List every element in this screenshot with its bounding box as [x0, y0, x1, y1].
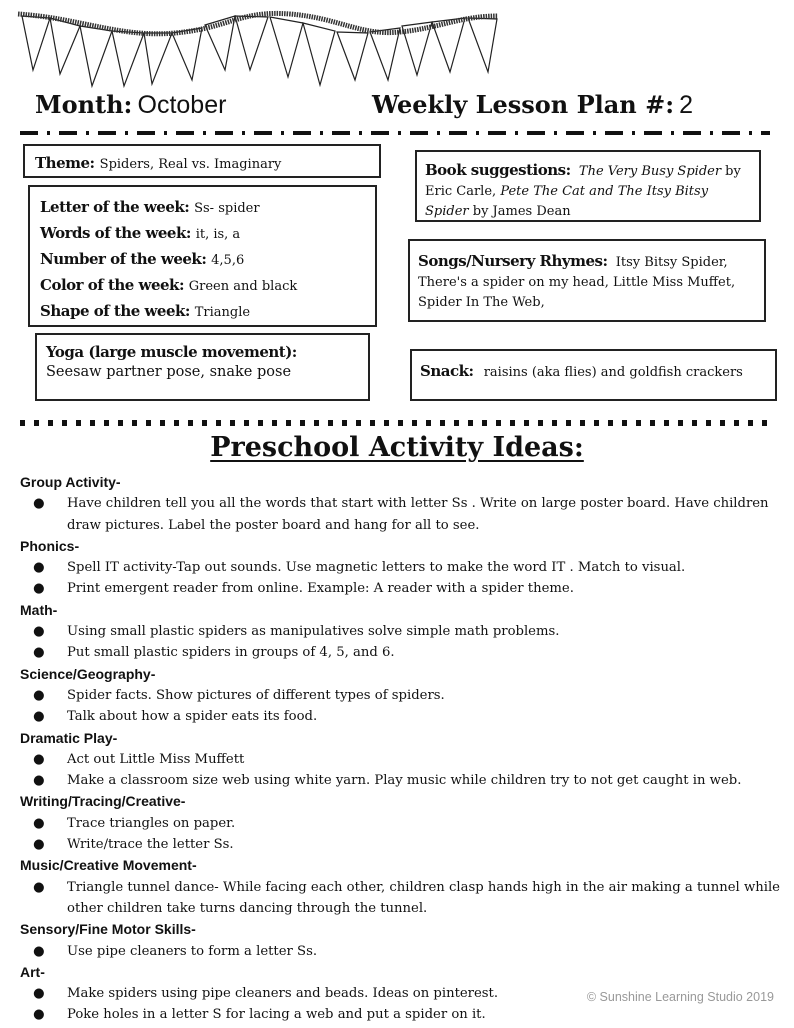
list-item	[20, 493, 790, 536]
section-heading: Art-	[20, 963, 45, 980]
bullet-icon: ●	[33, 1007, 45, 1023]
list-item	[20, 877, 790, 920]
section-heading: Phonics-	[20, 537, 80, 554]
list-item	[20, 685, 790, 706]
section-heading: Group Activity-	[20, 474, 121, 490]
bullet-icon: ●	[33, 560, 45, 576]
week-words: Words of the week: it, is, a	[40, 224, 241, 242]
bullet-icon: ●	[33, 837, 45, 853]
list-item	[20, 621, 790, 642]
list-item	[20, 834, 790, 855]
dotted-divider	[20, 420, 776, 426]
list-item-text: Spider facts. Show pictures of different types of spiders.	[67, 687, 445, 703]
list-item-text: Make a classroom size web using white yarn. Play music while children try to not get caught in web.	[67, 773, 742, 789]
list-item-text: Using small plastic spiders as manipulatives solve simple math problems.	[67, 624, 560, 640]
bullet-icon: ●	[33, 624, 45, 640]
bullet-icon: ●	[33, 751, 45, 767]
activity-list	[20, 472, 790, 1026]
bullet-icon: ●	[33, 986, 45, 1002]
list-item	[20, 770, 790, 791]
list-item-text: Make spiders using pipe cleaners and beads. Ideas on pinterest.	[67, 986, 499, 1002]
list-item-text: Triangle tunnel dance- While facing each other, children clasp hands high in the air making a tunnel while other children take turns dancing through the tunnel.	[67, 879, 780, 916]
list-item	[20, 941, 790, 962]
list-item	[20, 578, 790, 599]
bullet-icon: ●	[33, 879, 45, 895]
list-item-text: Trace triangles on paper.	[67, 815, 236, 831]
list-item-text: Talk about how a spider eats its food.	[67, 709, 318, 725]
yoga-box: Yoga (large muscle movement): Seesaw partner pose, snake pose	[35, 333, 370, 401]
bullet-icon: ●	[33, 581, 45, 597]
list-item-text: Spell IT activity-Tap out sounds. Use magnetic letters to make the word IT . Match to visual.	[67, 560, 686, 576]
list-item-text: Poke holes in a letter S for lacing a web and put a spider on it.	[67, 1007, 486, 1023]
list-item	[20, 749, 790, 770]
list-item-text: Print emergent reader from online. Example: A reader with a spider theme.	[67, 581, 574, 597]
list-item-text: Have children tell you all the words that start with letter Ss . Write on large poster board. Have children draw pictures. Label the poster board and hang for all to see.	[67, 496, 769, 533]
list-item	[20, 1004, 790, 1025]
bullet-icon: ●	[33, 709, 45, 725]
list-item-text: Put small plastic spiders in groups of 4, 5, and 6.	[67, 645, 395, 661]
bullet-icon: ●	[33, 645, 45, 661]
section-heading: Sensory/Fine Motor Skills-	[20, 921, 196, 938]
bullet-icon: ●	[33, 687, 45, 703]
list-item	[20, 813, 790, 834]
week-letter: Letter of the week: Ss- spider	[40, 198, 260, 216]
section-heading: Dramatic Play-	[20, 729, 118, 746]
week-box	[28, 185, 377, 327]
bullet-icon: ●	[33, 773, 45, 789]
list-item-text: Act out Little Miss Muffett	[67, 751, 245, 767]
list-item	[20, 706, 790, 727]
lesson-plan-heading: Weekly Lesson Plan #: 2	[372, 90, 694, 119]
list-item	[20, 557, 790, 578]
activities-title: Preschool Activity Ideas:	[210, 432, 584, 463]
week-shape: Shape of the week: Triangle	[40, 302, 251, 320]
list-item	[20, 642, 790, 663]
month-heading: Month: October	[35, 90, 227, 119]
songs-box: Songs/Nursery Rhymes: Itsy Bitsy Spider, There's a spider on my head, Little Miss Muffet, Spider In The Web,	[408, 239, 766, 322]
section-heading: Writing/Tracing/Creative-	[20, 793, 186, 810]
list-item-text: Use pipe cleaners to form a letter Ss.	[67, 943, 318, 959]
dashed-divider	[20, 131, 770, 135]
books-box: Book suggestions: The Very Busy Spider by Eric Carle, Pete The Cat and The Itsy Bitsy Spider by James Dean	[415, 150, 761, 222]
snack-box: Snack: raisins (aka flies) and goldfish crackers	[410, 349, 777, 401]
section-heading: Math-	[20, 601, 58, 618]
list-item-text: Write/trace the letter Ss.	[67, 837, 234, 853]
bullet-icon: ●	[33, 815, 45, 831]
bullet-icon: ●	[33, 496, 45, 512]
bullet-icon: ●	[33, 943, 45, 959]
section-heading: Science/Geography-	[20, 665, 156, 682]
copyright: © Sunshine Learning Studio 2019	[586, 990, 774, 1004]
week-number: Number of the week: 4,5,6	[40, 250, 245, 268]
week-color: Color of the week: Green and black	[40, 276, 298, 294]
theme-box: Theme: Spiders, Real vs. Imaginary	[23, 144, 381, 178]
section-heading: Music/Creative Movement-	[20, 857, 197, 874]
